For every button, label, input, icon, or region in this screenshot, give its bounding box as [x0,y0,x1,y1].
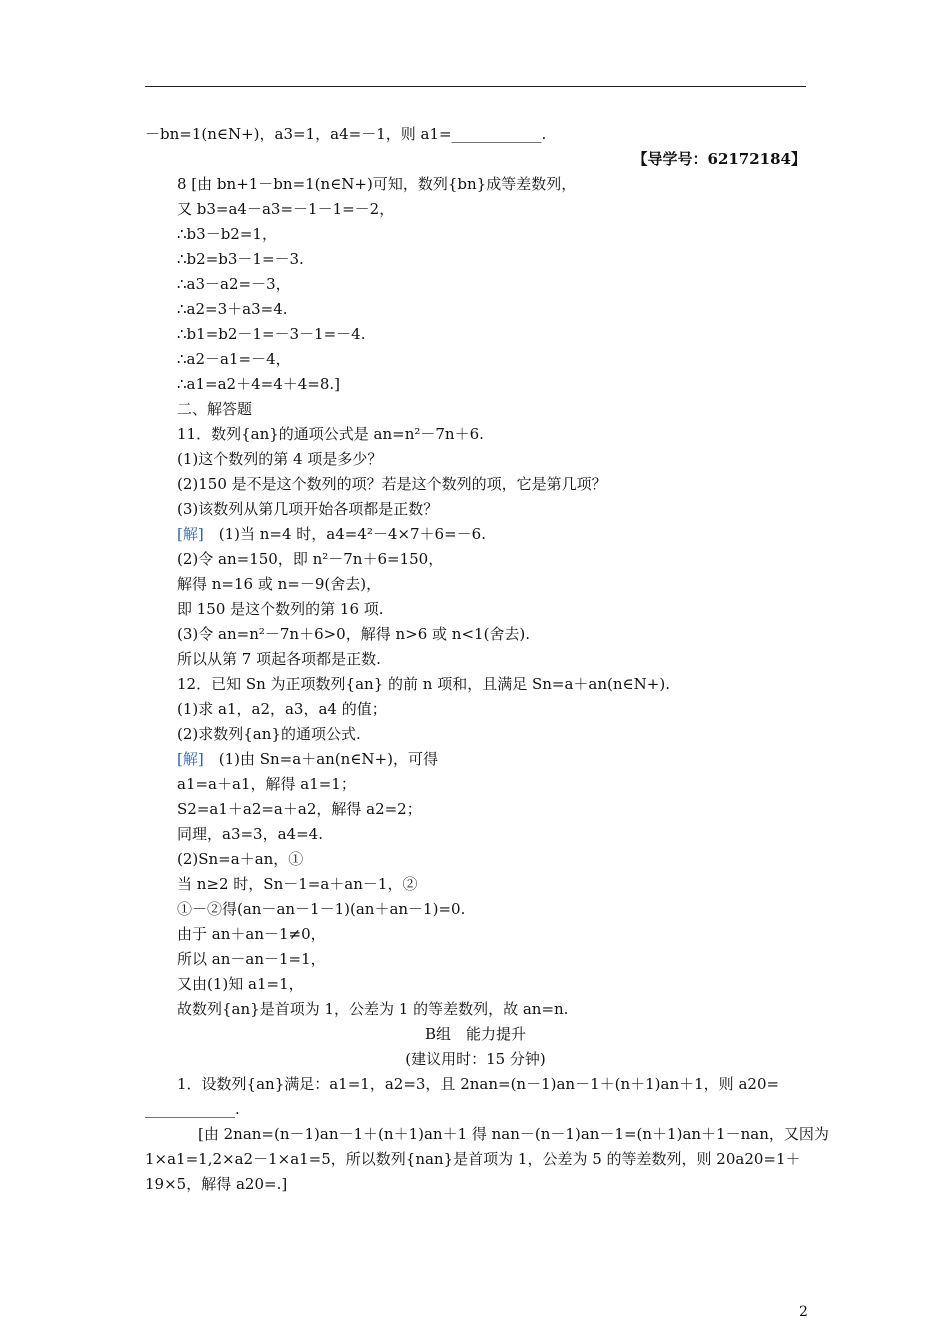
solution-12-line-1 [177,749,438,769]
answer-b1-line-2: 1×a1=1,2×a2－1×a1=5，所以数列{nan}是首项为 1，公差为 5 的等差数列，则 20a20=1＋ [145,1150,801,1168]
solution-text: (1)由 Sn=a＋an(n∈N+)，可得 [218,750,438,768]
answer-8-line-9: ∴a1=a2＋4=4＋4=8.] [177,375,341,393]
solution-11-line-6: 所以从第 7 项起各项都是正数. [177,650,381,668]
solution-12-line-3: S2=a1＋a2=a＋a2，解得 a2=2； [177,800,422,818]
answer-8-line-6: ∴a2=3＋a3=4. [177,300,288,318]
solution-12-line-5: (2)Sn=a＋an，① [177,850,304,868]
guide-number: 【导学号：62172184】 [632,150,806,168]
solution-12-line-6: 当 n≥2 时，Sn－1=a＋an－1，② [177,875,418,893]
answer-8-line-2: 又 b3=a4－a3=－1－1=－2， [177,200,395,218]
answer-8-line-8: ∴a2－a1=－4， [177,350,291,368]
question-tail-line: －bn=1(n∈N+)，a3=1，a4=－1，则 a1=____________. [145,125,547,143]
page-number: 2 [799,1304,808,1320]
question-12-part-2: (2)求数列{an}的通项公式. [177,725,361,743]
question-b1: 1．设数列{an}满足：a1=1，a2=3，且 2nan=(n－1)an－1＋(n＋1)an＋1，则 a20= [177,1075,780,1093]
answer-8-line-5: ∴a3－a2=－3， [177,275,291,293]
question-b1-blank: ____________. [145,1100,240,1118]
question-11-part-3: (3)该数列从第几项开始各项都是正数？ [177,500,439,518]
solution-11-line-3: 解得 n=16 或 n=－9(舍去)， [177,575,382,593]
solution-12-line-10: 又由(1)知 a1=1， [177,975,304,993]
answer-8-line-4: ∴b2=b3－1=－3. [177,250,304,268]
solution-12-line-7: ①－②得(an－an－1－1)(an＋an－1)=0. [177,900,466,918]
question-11: 11．数列{an}的通项公式是 an=n²－7n＋6. [177,425,484,443]
solution-12-line-9: 所以 an－an－1=1， [177,950,326,968]
solution-12-line-8: 由于 an＋an－1≠0， [177,925,326,943]
answer-8-line-1: 8 [由 bn+1－bn=1(n∈N+)可知，数列{bn}成等差数列， [177,175,577,193]
question-11-part-1: (1)这个数列的第 4 项是多少？ [177,450,383,468]
answer-8-line-7: ∴b1=b2－1=－3－1=－4. [177,325,366,343]
question-12-part-1: (1)求 a1，a2，a3，a4 的值； [177,700,387,718]
question-11-part-2: (2)150 是不是这个数列的项？若是这个数列的项，它是第几项？ [177,475,607,493]
solution-tag: [解] [177,750,204,768]
group-b-heading: B组 能力提升 [424,1025,527,1043]
solution-tag: [解] [177,525,204,543]
section-heading: 二、解答题 [177,400,253,418]
answer-8-line-3: ∴b3－b2=1， [177,225,277,243]
solution-text: (1)当 n=4 时，a4=4²－4×7＋6=－6. [218,525,486,543]
question-12: 12．已知 Sn 为正项数列{an} 的前 n 项和，且满足 Sn=a＋an(n∈N+). [177,675,670,693]
suggested-time: (建议用时：15 分钟) [405,1050,546,1068]
solution-12-line-4: 同理，a3=3，a4=4. [177,825,323,843]
solution-12-line-2: a1=a＋a1，解得 a1=1； [177,775,356,793]
solution-11-line-2: (2)令 an=150，即 n²－7n＋6=150， [177,550,444,568]
solution-11-line-4: 即 150 是这个数列的第 16 项. [177,600,384,618]
solution-11-line-1 [177,524,486,544]
answer-b1-line-1: [由 2nan=(n－1)an－1＋(n＋1)an＋1 得 nan－(n－1)an－1=(n＋1)an＋1－nan，又因为 [198,1125,829,1143]
solution-11-line-5: (3)令 an=n²－7n＋6>0，解得 n>6 或 n<1(舍去). [177,625,531,643]
header-rule [145,86,806,87]
solution-12-line-11: 故数列{an}是首项为 1，公差为 1 的等差数列，故 an=n. [177,1000,569,1018]
answer-b1-line-3: 19×5，解得 a20=.] [145,1175,288,1193]
